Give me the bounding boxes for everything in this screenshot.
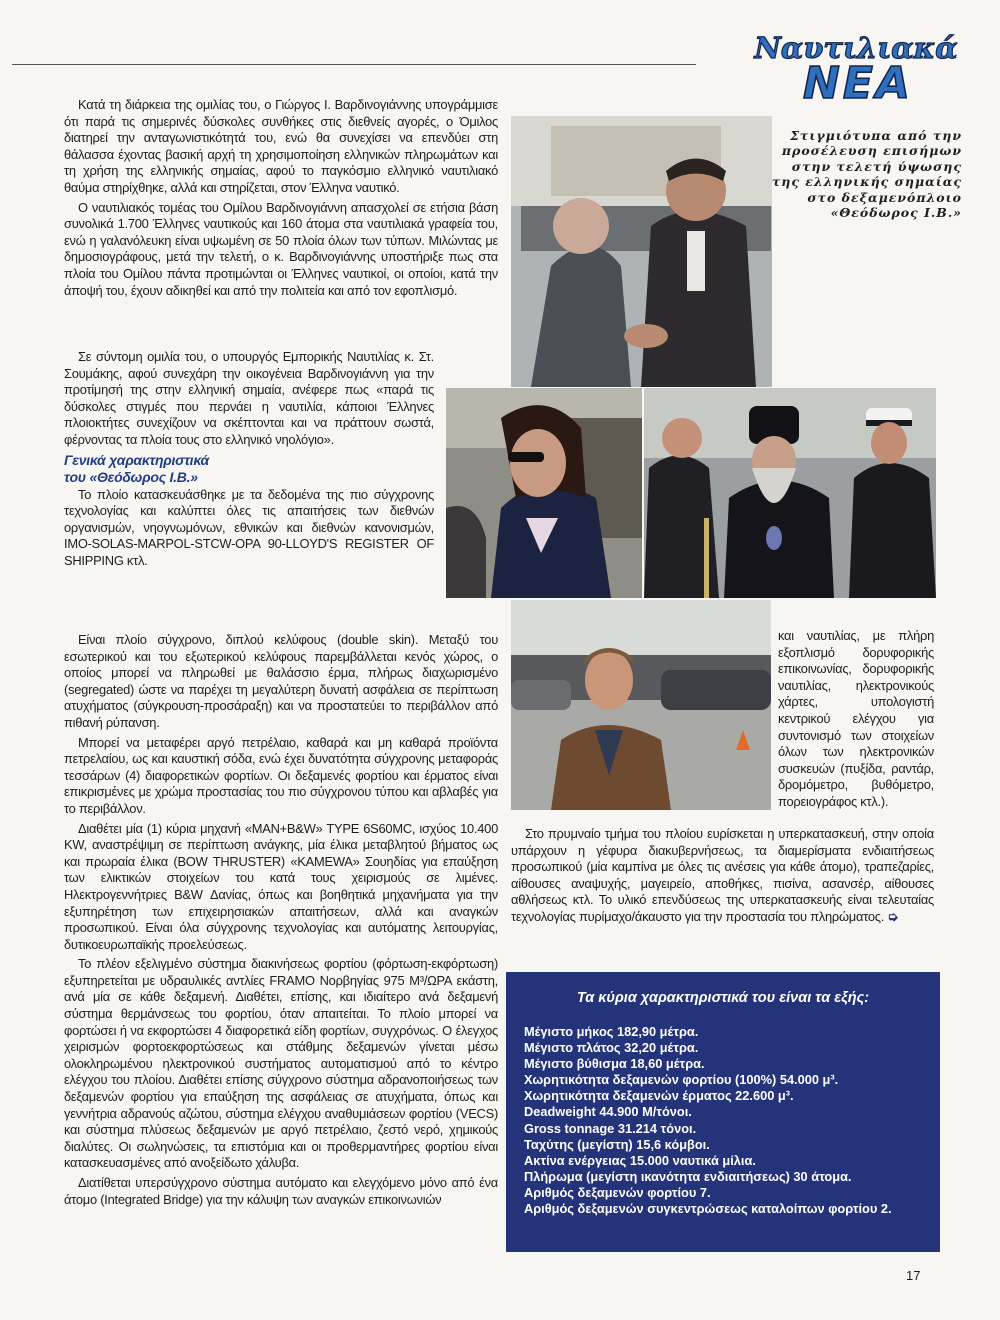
header-rule (12, 64, 696, 65)
paragraph: και ναυτιλίας, με πλήρη εξοπλισμό δορυφορικής επικοινωνίας, δορυφορικής ναυτιλίας, ηλεκτρονικούς χάρτες, υπολογιστή κεντρικού ελέγχου για συντονισμό των στοιχείων όλων των ηλεκτρονικών συσκευών (πυξίδα, ραντάρ, δρομόμετρο, βυθόμετρο, πορειογράφος κτλ.). (778, 628, 934, 809)
magazine-logo (728, 28, 988, 100)
article-text-right (511, 826, 934, 929)
photo-man-portrait (511, 600, 771, 810)
paragraph: Το πλέον εξελιγμένο σύστημα διακινήσεως φορτίου (φόρτωση-εκφόρτωση) εξυπηρετείται με υδραυλικές αντλίες FRAMO Νορβηγίας 975 M³/ΩΡΑ εκάστη, ανά μία σε κάθε δεξαμενή. Διαθέτει, επίσης, και ιδιαίτερο ανά δεξαμενή σύστημα θερμάνσεως του φορτίου, όταν απαιτείται. Το πλοίο μπορεί να φορτώσει ή να εκφορτώσει 4 διαφορετικά είδη φορτίων, συγχρόνως. Ο έλεγχος χειρισμών φορτοεκφορτώσεως και στάθμης δεξαμενών γίνεται μέσω ολοκληρωμένου ηλεκτρονικού συστήματος αυτοματισμού από το κέντρο ελέγχου του πλοίου. Διαθέτει επίσης σύγχρονο σύστημα αδρανοποιήσεως των δεξαμενών φορτίου για επαύξηση της ασφάλειας σε ατυχήματα, όπως και γεννήτρια αδρανούς αζώτου, σύστημα ελέγχου αναθυμιάσεων φορτίου (VECS) και σύστημα πλύσεως δεξαμενών με αργό πετρέλαιο, ζεστό νερό, χημικούς διαλύτες. Οι σωληνώσεις, τα επιστόμια και οι προθερμαντήρες φορτίου είναι κατασκευασμένες από ανοξείδωτο χάλυβα. (64, 956, 498, 1171)
spec-item: Ακτίνα ενέργειας 15.000 ναυτικά μίλια. (524, 1152, 756, 1168)
spec-item: Πλήρωμα (μεγίστη ικανότητα ενδιαιτήσεως) 30 άτομα. (524, 1168, 852, 1184)
spec-item: Χωρητικότητα δεξαμενών φορτίου (100%) 54.000 μ³. (524, 1072, 839, 1088)
specifications-title: Τα κύρια χαρακτηριστικά του είναι τα εξής: (576, 990, 870, 1006)
paragraph: Διαθέτει μία (1) κύρια μηχανή «MAN+B&W» TYPE 6S60MC, ισχύος 10.400 KW, αναστρέψιμη σε περίπτωση ανάγκης, μία έλικα μεταβλητού βήματος ως και πρωραία έλικα (BOW THRUSTER) «KAMEWA» Σουηδίας για επαύξηση των ελικτικών στοιχείων του κατά τους χειρισμούς σε λιμένες. Ηλεκτρογεννήτριες B&W Δανίας, όπως και βοηθητικά μηχανήματα για την εξυπηρέτηση των επιχειρησιακών απαιτήσεων, αλλά και αναγκών προσωπικού. Είναι όλα σύγχρονης τεχνολογίας και αυτόματης λειτουργίας, δυτικοευρωπαϊκής προελεύσεως. (64, 820, 498, 952)
svg-text:ΝΕΑ: ΝΕΑ (803, 58, 913, 100)
spec-item: Ταχύτης (μεγίστη) 15,6 κόμβοι. (524, 1136, 710, 1152)
paragraph: Το πλοίο κατασκευάσθηκε με τα δεδομένα της πιο σύγχρονης τεχνολογίας και καλύπτει όλες τις απαιτήσεις των διεθνών οργανισμών, νηογνωμόνων, εθνικών και διεθνών κανονισμών, IMO-SOLAS-MARPOL-STCW-OPA 90-LLOYD'S REGISTER OF SHIPPING κτλ. (64, 486, 434, 568)
paragraph: Κατά τη διάρκεια της ομιλίας του, ο Γιώργος Ι. Βαρδινογιάννης υπογράμμισε ότι παρά τις σημερινές δύσκολες συνθήκες στις διεθνείς αγορές, ο Όμιλος διατηρεί την ανταγωνιστικότητά του, ενώ θα συνεχίσει να επενδύει στη θάλασσα έχοντας βασική αρχή τη χρησιμοποίηση ελληνικών πληρωμάτων και τη χρήση της ελληνικής σημαίας, αφού το παγκόσμιο ελληνικό ναυτιλιακό θαύμα στηρίχθηκε, αλλά και στηρίζεται, στον Έλληνα ναυτικό. (64, 97, 498, 195)
paragraph: Μπορεί να μεταφέρει αργό πετρέλαιο, καθαρά και μη καθαρά προϊόντα πετρελαίου, ως και καυστική σόδα, ενώ έχει δυνατότητα σύγχρονης μεταφοράς τεσσάρων (4) διαφορετικών φορτίων. Οι δεξαμενές φορτίου και έρματος είναι επικρισμένες με χρώμα προστασίας του πιο σύγχρονου τύπου και αβλαβές για το περιβάλλον. (64, 734, 498, 816)
paragraph: Είναι πλοίο σύγχρονο, διπλού κελύφους (double skin). Μεταξύ του εσωτερικού και του εξωτερικού κελύφους παρεμβάλλεται κενός χώρος, ο οποίος μπορεί να πληρωθεί με θαλάσσιο έρμα, πλήρως διαχωρισμένο (segregated) ώστε να παρέχει τη μεγαλύτερη δυνατή ασφάλεια σε περίπτωση ατυχήματος (σύγκρουση-προσάραξη) και να προστατεύει το περιβάλλον από πιθανή ρύπανση. (64, 632, 498, 730)
paragraph: Σε σύντομη ομιλία του, ο υπουργός Εμπορικής Ναυτιλίας κ. Στ. Σουμάκης, αφού συνεχάρη την οικογένεια Βαρδινογιάννη για την προτίμησή της στην ελληνική σημαία, ανέφερε πως «παρά τις δύσκολες στιγμές που περνάει η ναυτιλία, κάποιοι Έλληνες πλοιοκτήτες συνεχίζουν να σκέπτονται και να πράττουν σωστά, φέρνοντας τα πλοία τους στο ελληνικό νηολόγιο». (64, 349, 434, 447)
article-text-right-narrow (778, 628, 934, 814)
paragraph: Στο πρυμναίο τμήμα του πλοίου ευρίσκεται η υπερκατασκευή, στην οποία υπάρχουν η γέφυρα διακυβερνήσεως, τα διαμερίσματα ενδιαιτήσεως προσωπικού (μία καμπίνα με όλες τις ανέσεις για κάθε άτομο), τραπεζαρίες, αίθουσες αναψυχής, μαγειρείο, αποθήκες, πισίνα, ασανσέρ, αίθουσες αθλήσεως κτλ. Το υλικό επενδύσεως της υπερκατασκευής είναι τελευταίας τεχνολογίας πυρίμαχο/άκαυστο για την προστασία του πληρώματος. ➭ (511, 826, 934, 924)
article-text-mid (64, 349, 434, 573)
photo-archbishop (644, 388, 936, 598)
spec-item: Αριθμός δεξαμενών συγκεντρώσεως καταλοίπων φορτίου 2. (524, 1201, 892, 1217)
spec-item: Μέγιστο πλάτος 32,20 μέτρα. (524, 1040, 699, 1056)
photo-woman-sunglasses (446, 388, 642, 598)
paragraph: Ο ναυτιλιακός τομέας του Ομίλου Βαρδινογιάννη απασχολεί σε ετήσια βάση συνολικά 1.700 Έλληνες ναυτικούς και 160 άτομα στα ναυτιλιακά γραφεία του, ενώ η γαλανόλευκη είναι υψωμένη σε 50 πλοία όλων των τύπων. Μιλώντας με δημοσιογράφους, μετά την τελετή, ο κ. Βαρδινογιάννης υποστήριξε πως στα πλοία του Ομίλου πάντα προτιμώνται οι Έλληνες ναυτικοί, οι οποίοι, κατά την άποψή του, έχουν αδικηθεί και από την πολιτεία και από τον εφοπλισμό. (64, 199, 498, 298)
section-heading: Γενικά χαρακτηριστικά του «Θεόδωρος Ι.Β.» (64, 451, 209, 485)
article-text-bottom (64, 632, 498, 1211)
page-number: 17 (906, 1268, 921, 1283)
end-mark-icon: ➭ (887, 908, 898, 924)
paragraph: Διατίθεται υπερσύγχρονο σύστημα αυτόματο και ελεγχόμενο μόνο από ένα άτομο (Integrated Bridge) για την κάλυψη των αναγκών επικοινωνιών (64, 1175, 498, 1207)
specifications-list (506, 1024, 940, 1217)
svg-text:Ναυτιλιακά: Ναυτιλιακά (754, 31, 958, 65)
photo-handshake (511, 116, 772, 387)
spec-item: Μέγιστο μήκος 182,90 μέτρα. (524, 1024, 699, 1039)
spec-item: Αριθμός δεξαμενών φορτίου 7. (524, 1184, 711, 1200)
spec-item: Μέγιστο βύθισμα 18,60 μέτρα. (524, 1056, 705, 1072)
spec-item: Χωρητικότητα δεξαμενών έρματος 22.600 μ³. (524, 1088, 794, 1104)
article-text-top (64, 97, 498, 302)
spec-item: Deadweight 44.900 Μ/τόνοι. (524, 1104, 692, 1120)
photo-caption: Στιγμιότυπα από την προσέλευση επισήμων στην τελετή ύψωσης της ελληνικής σημαίας στο δεξαμενόπλοιο «Θεόδωρος Ι.Β.» (771, 128, 962, 221)
spec-item: Gross tonnage 31.214 τόνοι. (524, 1120, 697, 1136)
specifications-box (506, 972, 940, 1252)
